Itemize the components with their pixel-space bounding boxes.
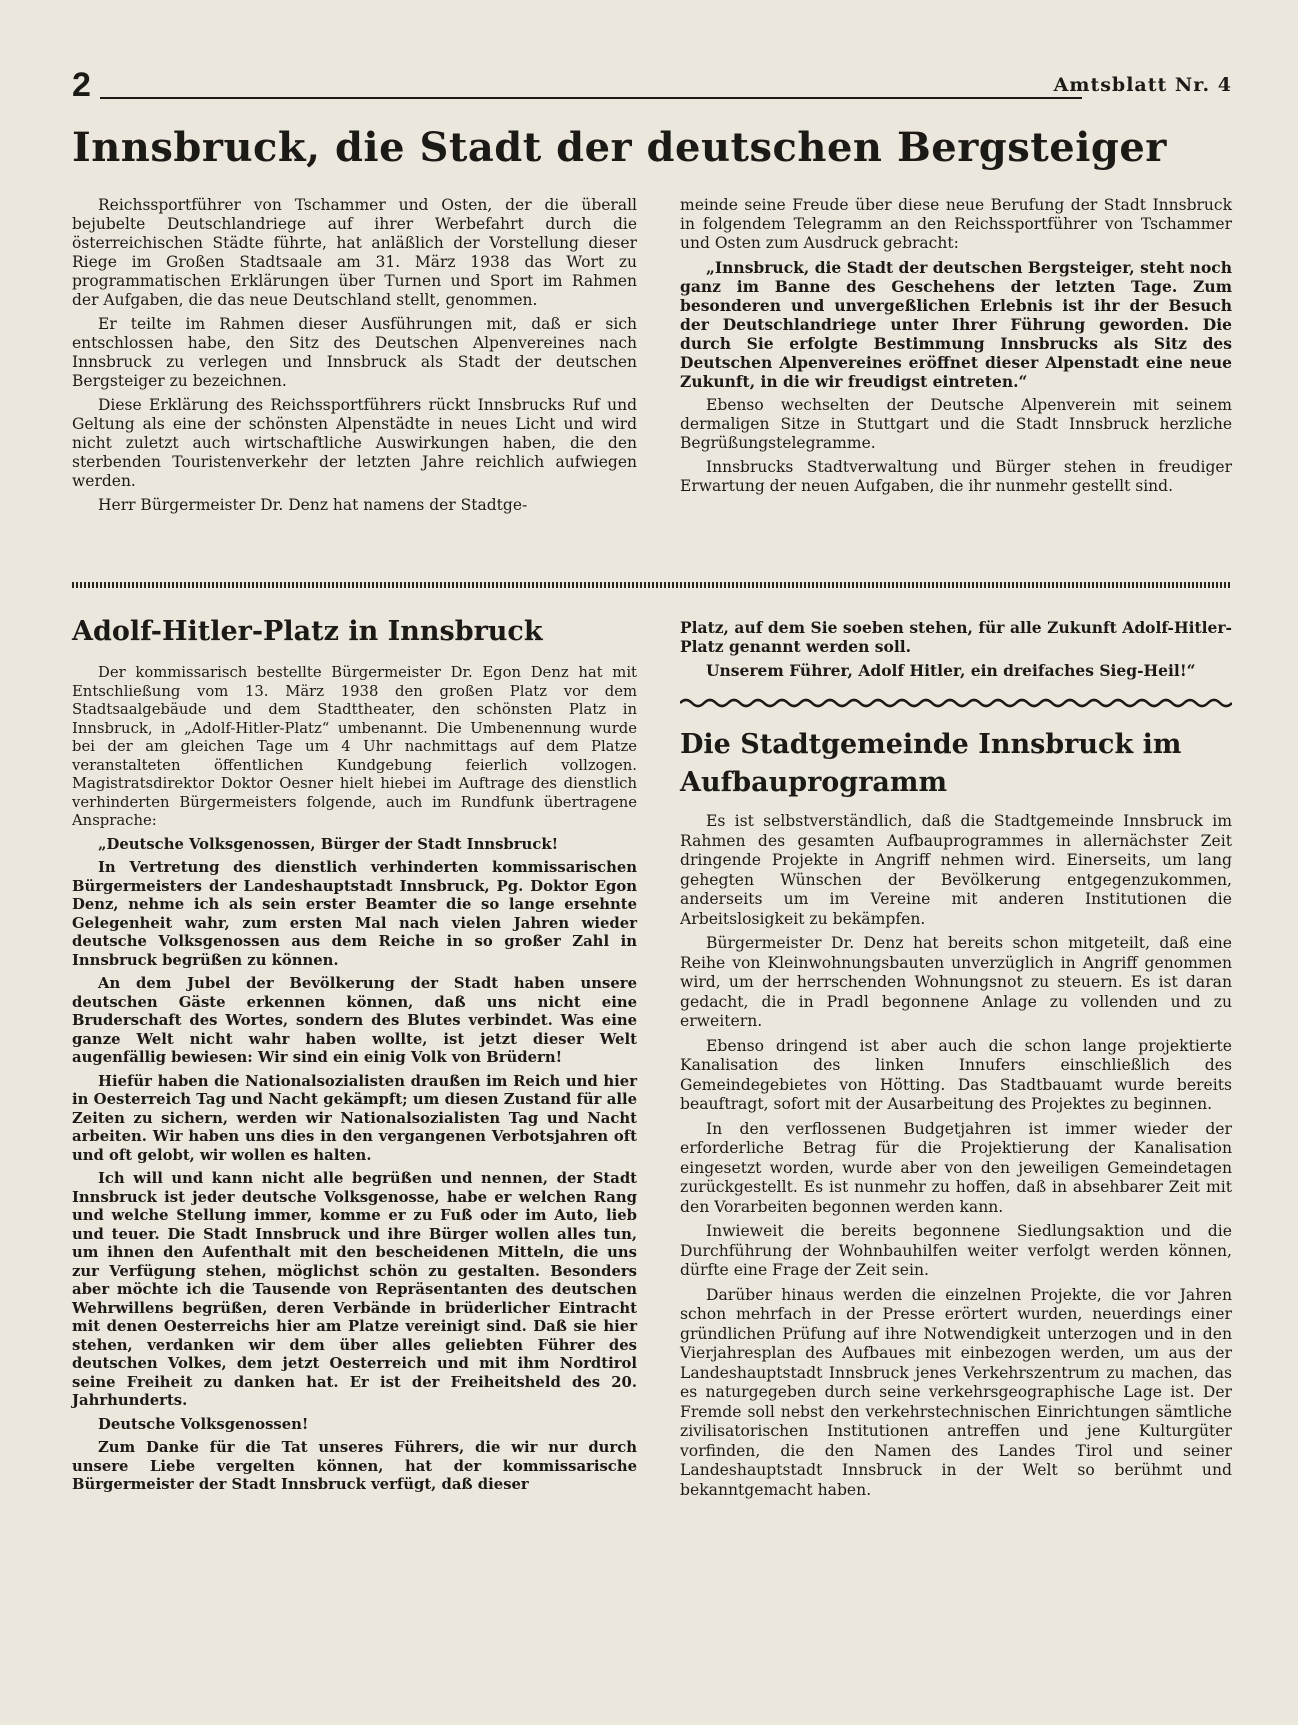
- article3-paragraph: Darüber hinaus werden die einzelnen Projekte, die vor Jahren schon mehrfach in der Presse erörtert wurden, neuerdings einer gründlichen Prüfung auf ihre Notwendigkeit unterzogen und in den Vierjahresplan des Aufbaues mit einbezogen werden, um aus der Landeshauptstadt Innsbruck jenes Verkehrszentrum zu machen, das es naturgegeben durch seine verkehrsgeographische Lage ist. Der Fremde soll nebst den verkehrstechnischen Einrichtungen sämtliche zivilisatorischen Institutionen antreffen und jene Kulturgüter vorfinden, die den Namen des Landes Tirol und seiner Landeshauptstadt Innsbruck in der Welt so berühmt und bekanntgemacht haben.: [680, 1285, 1232, 1499]
- speech-paragraph: Zum Danke für die Tat unseres Führers, die wir nur durch unsere Liebe vergelten können, hat der kommissarische Bürgermeister der Stadt Innsbruck verfügt, daß dieser: [72, 1439, 637, 1493]
- article3-column: [680, 812, 1232, 1505]
- article1-right-column: [680, 196, 1232, 501]
- article3-paragraph: In den verflossenen Budgetjahren ist immer wieder der erforderliche Betrag für die Projektierung der Kanalisation eingesetzt worden, wurde aber von den jeweiligen Gemeindetagen zurückgestellt. Es ist nunmehr zu hoffen, daß in absehbarer Zeit mit den Vorarbeiten begonnen werden kann.: [680, 1119, 1232, 1216]
- section-divider: [72, 582, 1232, 588]
- article3-title: Die Stadtgemeinde Innsbruck im Aufbauprogramm: [680, 729, 1182, 798]
- speech-paragraph: Platz, auf dem Sie soeben stehen, für alle Zukunft Adolf-Hitler-Platz genannt werden soll.: [680, 618, 1232, 656]
- publication-name: Amtsblatt Nr. 4: [1053, 74, 1232, 96]
- article2-paragraph: Der kommissarisch bestellte Bürgermeister Dr. Egon Denz hat mit Entschließung vom 13. März 1938 den großen Platz vor dem Stadtsaalgebäude und dem Stadttheater, den schönsten Platz in Innsbruck, in „Adolf-Hitler-Platz“ umbenannt. Die Umbenennung wurde bei der am gleichen Tage um 4 Uhr nachmittags auf dem Platze veranstalteten öffentlichen Kundgebung feierlich vollzogen. Magistratsdirektor Doktor Oesner hielt hiebei im Auftrage des dienstlich verhinderten Bürgermeisters folgende, auch im Rundfunk übertragene Ansprache:: [72, 664, 637, 829]
- article1-paragraph: meinde seine Freude über diese neue Berufung der Stadt Innsbruck in folgendem Telegramm an den Reichssportführer von Tschammer und Osten zum Ausdruck gebracht:: [680, 196, 1232, 252]
- article2-title: Adolf-Hitler-Platz in Innsbruck: [72, 616, 543, 647]
- article1-paragraph: Ebenso wechselten der Deutsche Alpenverein mit seinem dermaligen Sitze in Stuttgart und die Stadt Innsbruck herzliche Begrüßungstelegramme.: [680, 396, 1232, 452]
- speech-paragraph: Hiefür haben die Nationalsozialisten draußen im Reich und hier in Oesterreich Tag und Nacht gekämpft; um diesen Zustand für alle Zeiten zu sichern, werden wir Nationalsozialisten Tag und Nacht arbeiten. Wir haben uns dies in den vergangenen Verbotsjahren oft und oft gelobt, wir wollen es halten.: [72, 1072, 637, 1164]
- page-header: [72, 66, 1232, 106]
- article1-left-column: [72, 196, 637, 520]
- speech-paragraph: In Vertretung des dienstlich verhinderten kommissarischen Bürgermeisters der Landeshauptstadt Innsbruck, Pg. Doktor Egon Denz, nehme ich als sein erster Beamter die so lange ersehnte Gelegenheit wahr, zum ersten Mal nach vielen Jahren wieder deutsche Volksgenossen aus dem Reiche in so großer Zahl in Innsbruck begrüßen zu können.: [72, 859, 637, 969]
- speech-paragraph: Ich will und kann nicht alle begrüßen und nennen, der Stadt Innsbruck ist jeder deutsche Volksgenosse, habe er welchen Rang und welche Stellung immer, komme er zu Fuß oder im Auto, lieb und teuer. Die Stadt Innsbruck und ihre Bürger wollen alles tun, um ihnen den Aufenthalt mit den bescheidenen Mitteln, die uns zur Verfügung stehen, möglichst schön zu gestalten. Besonders aber möchte ich die Tausende von Repräsentanten des deutschen Wehrwillens begrüßen, deren Verbände in brüderlicher Eintracht mit denen Oesterreichs hier am Platze vereinigt sind. Daß sie hier stehen, verdanken wir dem über alles geliebten Führer des deutschen Volkes, dem jetzt Oesterreich und mit ihm Nordtirol seine Freiheit zu danken hat. Er ist der Freiheitsheld des 20. Jahrhunderts.: [72, 1170, 637, 1409]
- speech-closing: Unserem Führer, Adolf Hitler, ein dreifaches Sieg-Heil!“: [706, 661, 1196, 680]
- article3-paragraph: Ebenso dringend ist aber auch die schon lange projektierte Kanalisation des linken Innufers einschließlich des Gemeindegebietes von Hötting. Das Stadtbauamt wurde bereits beauftragt, sofort mit der Ausarbeitung des Projektes zu beginnen.: [680, 1036, 1232, 1113]
- wavy-divider: [680, 697, 1232, 709]
- page-number: 2: [72, 66, 91, 104]
- article1-paragraph: Herr Bürgermeister Dr. Denz hat namens der Stadtge-: [98, 496, 528, 514]
- speech-salutation: „Deutsche Volksgenossen, Bürger der Stadt Innsbruck!: [98, 835, 559, 853]
- article1-paragraph: Innsbrucks Stadtverwaltung und Bürger stehen in freudiger Erwartung der neuen Aufgaben, die ihr nunmehr gestellt sind.: [680, 458, 1232, 495]
- article2-column: [72, 664, 637, 1500]
- article3-paragraph: Es ist selbstverständlich, daß die Stadtgemeinde Innsbruck im Rahmen des gesamten Aufbauprogrammes in allernächster Zeit dringende Projekte in Angriff nehmen wird. Einerseits, um lang gehegten Wünschen der Bevölkerung entgegenzukommen, anderseits um im Vereine mit anderen Institutionen die Arbeitslosigkeit zu bekämpfen.: [680, 812, 1232, 928]
- telegram-quote: „Innsbruck, die Stadt der deutschen Bergsteiger, steht noch ganz im Banne des Geschehens der letzten Tage. Zum besonderen und unvergeßlichen Erlebnis ist ihr der Besuch der Deutschlandriege unter Ihrer Führung geworden. Die durch Sie erfolgte Bestimmung Innsbrucks als Sitz des Deutschen Alpenvereines eröffnet dieser Alpenstadt eine neue Zukunft, in die wir freudigst eintreten.“: [680, 258, 1232, 391]
- article1-paragraph: Diese Erklärung des Reichssportführers rückt Innsbrucks Ruf und Geltung als eine der schönsten Alpenstädte in neues Licht und wird nicht zuletzt auch wirtschaftliche Auswirkungen haben, die den sterbenden Touristenverkehr der letzten Jahre reichlich aufwiegen werden.: [72, 396, 637, 490]
- article1-title: Innsbruck, die Stadt der deutschen Bergsteiger: [72, 124, 1167, 171]
- article2-continuation: [680, 618, 1232, 685]
- header-rule: [100, 97, 1082, 99]
- speech-paragraph: Deutsche Volksgenossen!: [98, 1415, 309, 1433]
- article1-paragraph: Reichssportführer von Tschammer und Osten, der die überall bejubelte Deutschlandriege auf ihrer Werbefahrt durch die österreichischen Städte führte, hat anläßlich der Vorstellung dieser Riege im Großen Stadtsaale am 31. März 1938 das Wort zu programmatischen Erklärungen über Turnen und Sport im Rahmen der Aufgaben, die das neue Deutschland stellt, genommen.: [72, 196, 637, 309]
- article1-paragraph: Er teilte im Rahmen dieser Ausführungen mit, daß er sich entschlossen habe, den Sitz des Deutschen Alpenvereines nach Innsbruck zu verlegen und Innsbruck als Stadt der deutschen Bergsteiger zu bezeichnen.: [72, 315, 637, 390]
- article3-paragraph: Inwieweit die bereits begonnene Siedlungsaktion und die Durchführung der Wohnbauhilfen weiter verfolgt werden können, dürfte eine Frage der Zeit sein.: [680, 1222, 1232, 1279]
- article3-paragraph: Bürgermeister Dr. Denz hat bereits schon mitgeteilt, daß eine Reihe von Kleinwohnungsbauten unverzüglich in Angriff genommen wird, um der herrschenden Wohnungsnot zu steuern. Es ist daran gedacht, die in Pradl begonnene Anlage zu vollenden und zu erweitern.: [680, 934, 1232, 1030]
- speech-paragraph: An dem Jubel der Bevölkerung der Stadt haben unsere deutschen Gäste erkennen können, daß uns nicht eine Bruderschaft des Wortes, sondern des Blutes verbindet. Was eine ganze Welt nicht wahr haben wollte, ist jetzt dieser Welt augenfällig bewiesen: Wir sind ein einig Volk von Brüdern!: [72, 975, 637, 1066]
